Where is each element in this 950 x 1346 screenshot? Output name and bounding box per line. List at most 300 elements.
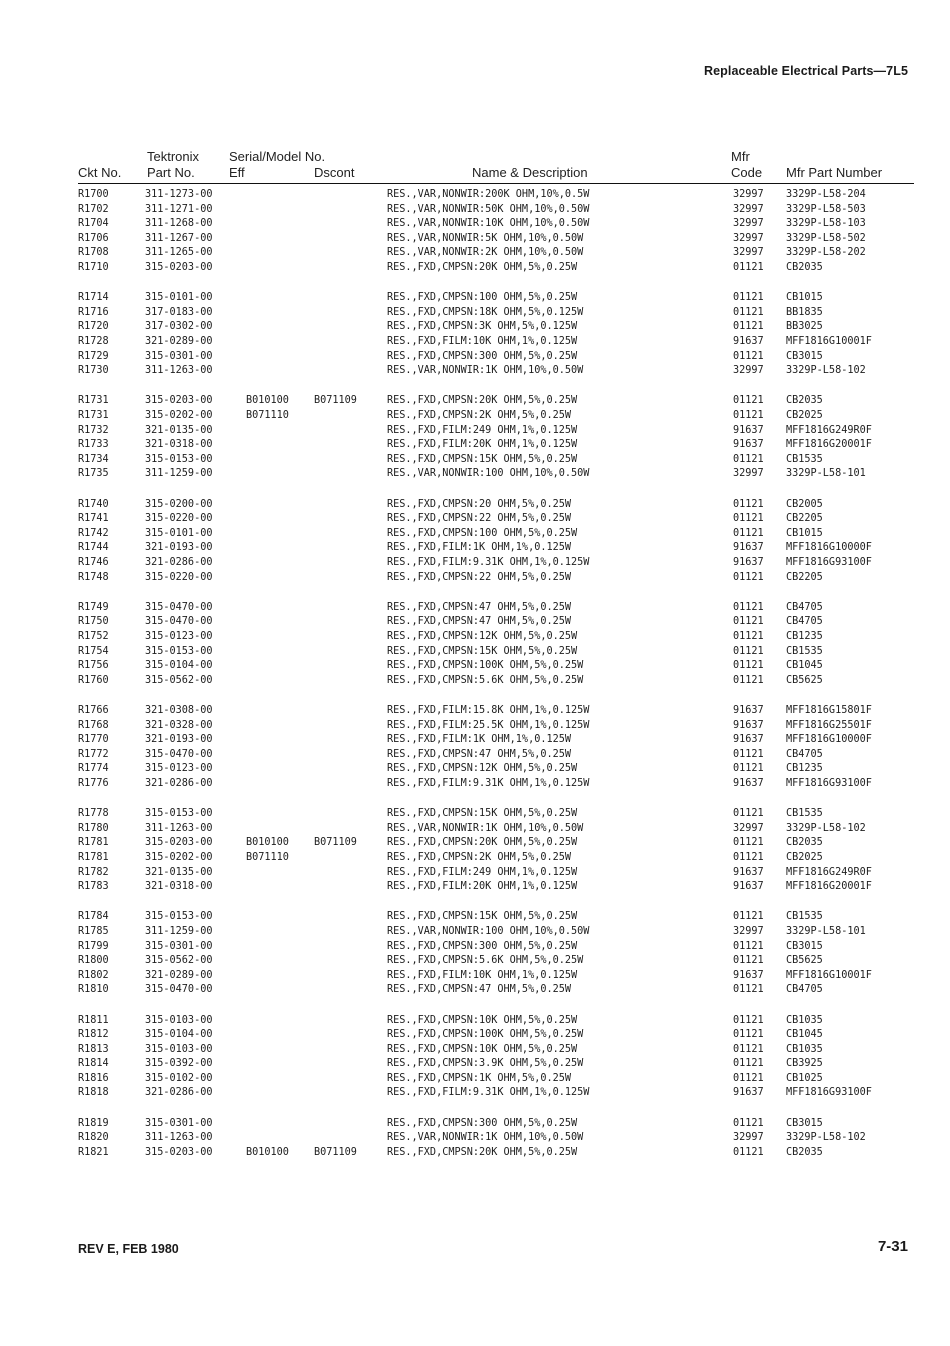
serial-dscont: B071109 — [314, 1146, 357, 1158]
mfr-part-number: CB1535 — [786, 645, 823, 657]
ckt-no: R1704 — [78, 218, 109, 230]
table-row — [0, 615, 950, 630]
table-row — [0, 571, 950, 586]
mfr-part-number: CB1535 — [786, 453, 823, 465]
mfr-part-number: 3329P-L58-101 — [786, 468, 866, 480]
table-row — [0, 954, 950, 969]
mfr-code: 91637 — [733, 881, 764, 893]
part-no: 311-1265-00 — [145, 247, 213, 259]
col-mfr-part-number: Mfr Part Number — [786, 165, 883, 180]
ckt-no: R1706 — [78, 232, 109, 244]
ckt-no: R1700 — [78, 189, 109, 200]
part-no: 317-0183-00 — [145, 306, 213, 318]
part-no: 315-0392-00 — [145, 1058, 213, 1070]
description: RES.,FXD,CMPSN:15K OHM,5%,0.25W — [387, 808, 578, 820]
serial-eff: B010100 — [246, 395, 289, 407]
part-group — [0, 394, 950, 497]
ckt-no: R1770 — [78, 734, 109, 746]
table-row — [0, 733, 950, 748]
mfr-code: 01121 — [733, 674, 764, 686]
mfr-code: 91637 — [733, 424, 764, 436]
mfr-part-number: 3329P-L58-202 — [786, 247, 866, 259]
part-group — [0, 704, 950, 807]
ckt-no: R1750 — [78, 616, 109, 628]
table-row — [0, 364, 950, 379]
ckt-no: R1756 — [78, 660, 109, 672]
part-no: 321-0193-00 — [145, 542, 213, 554]
serial-eff: B071110 — [246, 409, 289, 421]
description: RES.,FXD,CMPSN:12K OHM,5%,0.25W — [387, 763, 578, 775]
mfr-part-number: CB2025 — [786, 851, 823, 863]
description: RES.,FXD,CMPSN:5.6K OHM,5%,0.25W — [387, 674, 584, 686]
mfr-code: 01121 — [733, 616, 764, 628]
mfr-part-number: CB3925 — [786, 1058, 823, 1070]
description: RES.,FXD,FILM:20K OHM,1%,0.125W — [387, 881, 578, 893]
mfr-code: 32997 — [733, 189, 764, 200]
col-serial-model: Serial/Model No. — [229, 149, 326, 164]
ckt-no: R1781 — [78, 851, 109, 863]
table-row — [0, 306, 950, 321]
mfr-part-number: 3329P-L58-101 — [786, 925, 866, 937]
mfr-code: 01121 — [733, 763, 764, 775]
description: RES.,FXD,CMPSN:47 OHM,5%,0.25W — [387, 616, 572, 628]
mfr-part-number: CB4705 — [786, 601, 823, 613]
ckt-no: R1818 — [78, 1087, 109, 1099]
table-row — [0, 969, 950, 984]
description: RES.,FXD,FILM:25.5K OHM,1%,0.125W — [387, 719, 590, 731]
table-row — [0, 232, 950, 247]
table-row — [0, 777, 950, 792]
table-row — [0, 350, 950, 365]
description: RES.,FXD,CMPSN:20K OHM,5%,0.25W — [387, 1146, 578, 1158]
ckt-no: R1774 — [78, 763, 109, 775]
part-no: 311-1263-00 — [145, 365, 213, 377]
mfr-code: 91637 — [733, 439, 764, 451]
table-row — [0, 851, 950, 866]
mfr-code: 91637 — [733, 335, 764, 347]
mfr-code: 01121 — [733, 955, 764, 967]
part-no: 315-0153-00 — [145, 808, 213, 820]
table-row — [0, 438, 950, 453]
description: RES.,FXD,CMPSN:10K OHM,5%,0.25W — [387, 1043, 578, 1055]
table-row — [0, 394, 950, 409]
description: RES.,FXD,CMPSN:15K OHM,5%,0.25W — [387, 911, 578, 923]
part-no: 315-0301-00 — [145, 940, 213, 952]
mfr-code: 01121 — [733, 748, 764, 760]
description: RES.,FXD,FILM:9.31K OHM,1%,0.125W — [387, 556, 590, 568]
ckt-no: R1812 — [78, 1029, 109, 1041]
mfr-part-number: CB1045 — [786, 660, 823, 672]
part-no: 311-1263-00 — [145, 1132, 213, 1144]
description: RES.,FXD,FILM:1K OHM,1%,0.125W — [387, 542, 572, 554]
ckt-no: R1740 — [78, 498, 109, 510]
serial-dscont: B071109 — [314, 837, 357, 849]
mfr-code: 32997 — [733, 468, 764, 480]
description: RES.,FXD,CMPSN:10K OHM,5%,0.25W — [387, 1014, 578, 1026]
part-no: 315-0153-00 — [145, 645, 213, 657]
part-no: 311-1259-00 — [145, 468, 213, 480]
description: RES.,FXD,FILM:10K OHM,1%,0.125W — [387, 335, 578, 347]
ckt-no: R1746 — [78, 556, 109, 568]
ckt-no: R1749 — [78, 601, 109, 613]
description: RES.,FXD,CMPSN:300 OHM,5%,0.25W — [387, 350, 578, 362]
table-row — [0, 1117, 950, 1132]
description: RES.,FXD,CMPSN:20K OHM,5%,0.25W — [387, 837, 578, 849]
ckt-no: R1783 — [78, 881, 109, 893]
part-no: 315-0153-00 — [145, 911, 213, 923]
part-no: 321-0286-00 — [145, 777, 213, 789]
ckt-no: R1800 — [78, 955, 109, 967]
mfr-part-number: CB2005 — [786, 498, 823, 510]
part-group — [0, 1117, 950, 1220]
part-no: 311-1263-00 — [145, 822, 213, 834]
mfr-part-number: MFF1816G93100F — [786, 556, 872, 568]
description: RES.,VAR,NONWIR:2K OHM,10%,0.50W — [387, 247, 584, 259]
ckt-no: R1821 — [78, 1146, 109, 1158]
part-no: 315-0203-00 — [145, 837, 213, 849]
table-row — [0, 246, 950, 261]
mfr-code: 01121 — [733, 1043, 764, 1055]
description: RES.,FXD,CMPSN:15K OHM,5%,0.25W — [387, 453, 578, 465]
part-no: 321-0135-00 — [145, 424, 213, 436]
part-no: 321-0289-00 — [145, 335, 213, 347]
part-no: 321-0328-00 — [145, 719, 213, 731]
ckt-no: R1782 — [78, 866, 109, 878]
part-no: 315-0220-00 — [145, 513, 213, 525]
table-row — [0, 498, 950, 513]
ckt-no: R1733 — [78, 439, 109, 451]
description: RES.,FXD,CMPSN:15K OHM,5%,0.25W — [387, 645, 578, 657]
mfr-code: 32997 — [733, 203, 764, 215]
description: RES.,VAR,NONWIR:50K OHM,10%,0.50W — [387, 203, 590, 215]
table-row — [0, 719, 950, 734]
ckt-no: R1732 — [78, 424, 109, 436]
part-group — [0, 188, 950, 291]
part-no: 321-0135-00 — [145, 866, 213, 878]
table-row — [0, 630, 950, 645]
table-row — [0, 424, 950, 439]
ckt-no: R1714 — [78, 292, 109, 304]
serial-dscont: B071109 — [314, 395, 357, 407]
part-no: 315-0102-00 — [145, 1072, 213, 1084]
table-row — [0, 203, 950, 218]
mfr-code: 01121 — [733, 1146, 764, 1158]
mfr-part-number: CB5625 — [786, 674, 823, 686]
table-row — [0, 556, 950, 571]
mfr-part-number: CB1535 — [786, 911, 823, 923]
mfr-part-number: 3329P-L58-503 — [786, 203, 866, 215]
part-no: 321-0286-00 — [145, 556, 213, 568]
mfr-part-number: CB1015 — [786, 292, 823, 304]
mfr-code: 01121 — [733, 645, 764, 657]
mfr-part-number: MFF1816G20001F — [786, 881, 872, 893]
table-row — [0, 704, 950, 719]
part-no: 311-1268-00 — [145, 218, 213, 230]
mfr-code: 01121 — [733, 984, 764, 996]
table-row — [0, 1072, 950, 1087]
table-row — [0, 1057, 950, 1072]
part-no: 317-0302-00 — [145, 321, 213, 333]
part-group — [0, 291, 950, 394]
ckt-no: R1781 — [78, 837, 109, 849]
ckt-no: R1766 — [78, 704, 109, 716]
mfr-code: 01121 — [733, 837, 764, 849]
mfr-code: 01121 — [733, 306, 764, 318]
table-row — [0, 880, 950, 895]
ckt-no: R1741 — [78, 513, 109, 525]
mfr-code: 91637 — [733, 704, 764, 716]
ckt-no: R1802 — [78, 969, 109, 981]
part-no: 315-0203-00 — [145, 395, 213, 407]
table-row — [0, 409, 950, 424]
table-row — [0, 527, 950, 542]
mfr-code: 01121 — [733, 321, 764, 333]
mfr-code: 32997 — [733, 218, 764, 230]
mfr-code: 91637 — [733, 866, 764, 878]
description: RES.,FXD,CMPSN:2K OHM,5%,0.25W — [387, 851, 572, 863]
ckt-no: R1811 — [78, 1014, 109, 1026]
mfr-part-number: CB2205 — [786, 513, 823, 525]
description: RES.,FXD,CMPSN:20K OHM,5%,0.25W — [387, 261, 578, 273]
header-rule — [78, 183, 914, 184]
part-no: 315-0104-00 — [145, 1029, 213, 1041]
mfr-code: 32997 — [733, 822, 764, 834]
ckt-no: R1780 — [78, 822, 109, 834]
table-row — [0, 940, 950, 955]
mfr-code: 91637 — [733, 556, 764, 568]
description: RES.,VAR,NONWIR:100 OHM,10%,0.50W — [387, 468, 590, 480]
ckt-no: R1728 — [78, 335, 109, 347]
ckt-no: R1730 — [78, 365, 109, 377]
mfr-part-number: CB2035 — [786, 1146, 823, 1158]
col-eff: Eff — [229, 165, 245, 180]
page-header-title: Replaceable Electrical Parts—7L5 — [704, 64, 908, 78]
ckt-no: R1742 — [78, 527, 109, 539]
part-no: 321-0318-00 — [145, 439, 213, 451]
description: RES.,FXD,CMPSN:2K OHM,5%,0.25W — [387, 409, 572, 421]
mfr-code: 91637 — [733, 969, 764, 981]
mfr-code: 01121 — [733, 395, 764, 407]
ckt-no: R1778 — [78, 808, 109, 820]
ckt-no: R1731 — [78, 395, 109, 407]
part-no: 311-1267-00 — [145, 232, 213, 244]
table-row — [0, 467, 950, 482]
description: RES.,FXD,FILM:20K OHM,1%,0.125W — [387, 439, 578, 451]
description: RES.,FXD,CMPSN:47 OHM,5%,0.25W — [387, 984, 572, 996]
ckt-no: R1744 — [78, 542, 109, 554]
table-row — [0, 291, 950, 306]
description: RES.,FXD,CMPSN:3.9K OHM,5%,0.25W — [387, 1058, 584, 1070]
mfr-part-number: CB5625 — [786, 955, 823, 967]
description: RES.,FXD,CMPSN:20 OHM,5%,0.25W — [387, 498, 572, 510]
ckt-no: R1820 — [78, 1132, 109, 1144]
description: RES.,VAR,NONWIR:1K OHM,10%,0.50W — [387, 1132, 584, 1144]
mfr-part-number: MFF1816G249R0F — [786, 424, 872, 436]
description: RES.,FXD,CMPSN:12K OHM,5%,0.25W — [387, 630, 578, 642]
ckt-no: R1768 — [78, 719, 109, 731]
part-no: 315-0562-00 — [145, 955, 213, 967]
mfr-code: 91637 — [733, 777, 764, 789]
mfr-code: 01121 — [733, 851, 764, 863]
ckt-no: R1772 — [78, 748, 109, 760]
ckt-no: R1720 — [78, 321, 109, 333]
ckt-no: R1702 — [78, 203, 109, 215]
table-row — [0, 512, 950, 527]
ckt-no: R1819 — [78, 1117, 109, 1129]
col-ckt-no: Ckt No. — [78, 165, 122, 180]
description: RES.,VAR,NONWIR:1K OHM,10%,0.50W — [387, 365, 584, 377]
description: RES.,FXD,CMPSN:3K OHM,5%,0.125W — [387, 321, 578, 333]
table-row — [0, 217, 950, 232]
mfr-part-number: 3329P-L58-103 — [786, 218, 866, 230]
description: RES.,FXD,FILM:9.31K OHM,1%,0.125W — [387, 1087, 590, 1099]
mfr-code: 32997 — [733, 925, 764, 937]
mfr-code: 91637 — [733, 719, 764, 731]
table-row — [0, 822, 950, 837]
ckt-no: R1776 — [78, 777, 109, 789]
mfr-code: 01121 — [733, 630, 764, 642]
table-row — [0, 983, 950, 998]
table-row — [0, 188, 950, 203]
description: RES.,VAR,NONWIR:1K OHM,10%,0.50W — [387, 822, 584, 834]
mfr-part-number: MFF1816G10001F — [786, 969, 872, 981]
table-row — [0, 1131, 950, 1146]
mfr-code: 91637 — [733, 542, 764, 554]
part-no: 315-0562-00 — [145, 674, 213, 686]
table-row — [0, 1028, 950, 1043]
mfr-part-number: CB1035 — [786, 1014, 823, 1026]
table-row — [0, 836, 950, 851]
part-no: 315-0203-00 — [145, 1146, 213, 1158]
mfr-part-number: CB4705 — [786, 748, 823, 760]
ckt-no: R1816 — [78, 1072, 109, 1084]
mfr-part-number: CB3015 — [786, 940, 823, 952]
mfr-part-number: MFF1816G93100F — [786, 777, 872, 789]
description: RES.,FXD,CMPSN:1K OHM,5%,0.25W — [387, 1072, 572, 1084]
mfr-code: 32997 — [733, 232, 764, 244]
description: RES.,FXD,CMPSN:22 OHM,5%,0.25W — [387, 571, 572, 583]
ckt-no: R1785 — [78, 925, 109, 937]
part-no: 315-0103-00 — [145, 1043, 213, 1055]
description: RES.,FXD,CMPSN:100K OHM,5%,0.25W — [387, 660, 584, 672]
mfr-code: 01121 — [733, 1072, 764, 1084]
mfr-code: 01121 — [733, 1058, 764, 1070]
part-no: 315-0470-00 — [145, 748, 213, 760]
mfr-part-number: CB1235 — [786, 630, 823, 642]
ckt-no: R1813 — [78, 1043, 109, 1055]
part-group — [0, 601, 950, 704]
description: RES.,FXD,CMPSN:100 OHM,5%,0.25W — [387, 527, 578, 539]
mfr-part-number: CB1035 — [786, 1043, 823, 1055]
part-no: 315-0470-00 — [145, 616, 213, 628]
table-row — [0, 807, 950, 822]
table-row — [0, 674, 950, 689]
description: RES.,FXD,CMPSN:5.6K OHM,5%,0.25W — [387, 955, 584, 967]
part-no: 321-0286-00 — [145, 1087, 213, 1099]
description: RES.,FXD,CMPSN:300 OHM,5%,0.25W — [387, 940, 578, 952]
description: RES.,FXD,FILM:249 OHM,1%,0.125W — [387, 424, 578, 436]
part-group — [0, 910, 950, 1013]
ckt-no: R1784 — [78, 911, 109, 923]
description: RES.,FXD,CMPSN:20K OHM,5%,0.25W — [387, 395, 578, 407]
part-no: 315-0153-00 — [145, 453, 213, 465]
mfr-code: 01121 — [733, 261, 764, 273]
mfr-code: 32997 — [733, 247, 764, 259]
mfr-part-number: CB2035 — [786, 261, 823, 273]
table-row — [0, 1014, 950, 1029]
part-no: 315-0301-00 — [145, 1117, 213, 1129]
mfr-code: 32997 — [733, 365, 764, 377]
mfr-part-number: MFF1816G249R0F — [786, 866, 872, 878]
mfr-code: 01121 — [733, 1014, 764, 1026]
description: RES.,FXD,FILM:9.31K OHM,1%,0.125W — [387, 777, 590, 789]
table-row — [0, 320, 950, 335]
description: RES.,VAR,NONWIR:10K OHM,10%,0.50W — [387, 218, 590, 230]
ckt-no: R1799 — [78, 940, 109, 952]
mfr-part-number: CB2035 — [786, 837, 823, 849]
mfr-code: 01121 — [733, 808, 764, 820]
description: RES.,VAR,NONWIR:100 OHM,10%,0.50W — [387, 925, 590, 937]
ckt-no: R1754 — [78, 645, 109, 657]
col-mfr: Mfr — [731, 149, 750, 164]
table-row — [0, 910, 950, 925]
mfr-code: 01121 — [733, 660, 764, 672]
ckt-no: R1748 — [78, 571, 109, 583]
description: RES.,FXD,CMPSN:300 OHM,5%,0.25W — [387, 1117, 578, 1129]
table-row — [0, 866, 950, 881]
mfr-part-number: BB1835 — [786, 306, 823, 318]
table-row — [0, 925, 950, 940]
part-no: 321-0318-00 — [145, 881, 213, 893]
mfr-part-number: MFF1816G25501F — [786, 719, 872, 731]
part-no: 311-1259-00 — [145, 925, 213, 937]
mfr-part-number: CB1025 — [786, 1072, 823, 1084]
part-no: 315-0101-00 — [145, 292, 213, 304]
parts-list — [0, 188, 950, 1220]
col-part-no: Part No. — [147, 165, 195, 180]
mfr-code: 32997 — [733, 1132, 764, 1144]
part-group — [0, 498, 950, 601]
mfr-part-number: CB1015 — [786, 527, 823, 539]
part-no: 315-0470-00 — [145, 601, 213, 613]
serial-eff: B010100 — [246, 1146, 289, 1158]
ckt-no: R1729 — [78, 350, 109, 362]
ckt-no: R1760 — [78, 674, 109, 686]
mfr-part-number: MFF1816G93100F — [786, 1087, 872, 1099]
mfr-part-number: CB1045 — [786, 1029, 823, 1041]
part-no: 321-0289-00 — [145, 969, 213, 981]
table-row — [0, 762, 950, 777]
part-no: 315-0301-00 — [145, 350, 213, 362]
mfr-part-number: MFF1816G15801F — [786, 704, 872, 716]
mfr-code: 01121 — [733, 571, 764, 583]
part-no: 321-0308-00 — [145, 704, 213, 716]
mfr-part-number: MFF1816G10001F — [786, 335, 872, 347]
mfr-part-number: CB1535 — [786, 808, 823, 820]
table-row — [0, 645, 950, 660]
page-number: 7-31 — [877, 1238, 908, 1255]
mfr-code: 01121 — [733, 940, 764, 952]
table-row — [0, 335, 950, 350]
description: RES.,VAR,NONWIR:5K OHM,10%,0.50W — [387, 232, 584, 244]
description: RES.,FXD,FILM:10K OHM,1%,0.125W — [387, 969, 578, 981]
revision-date: REV E, FEB 1980 — [78, 1242, 179, 1256]
table-row — [0, 659, 950, 674]
mfr-part-number: CB3015 — [786, 1117, 823, 1129]
mfr-code: 01121 — [733, 1029, 764, 1041]
part-group — [0, 1014, 950, 1117]
mfr-code: 01121 — [733, 911, 764, 923]
